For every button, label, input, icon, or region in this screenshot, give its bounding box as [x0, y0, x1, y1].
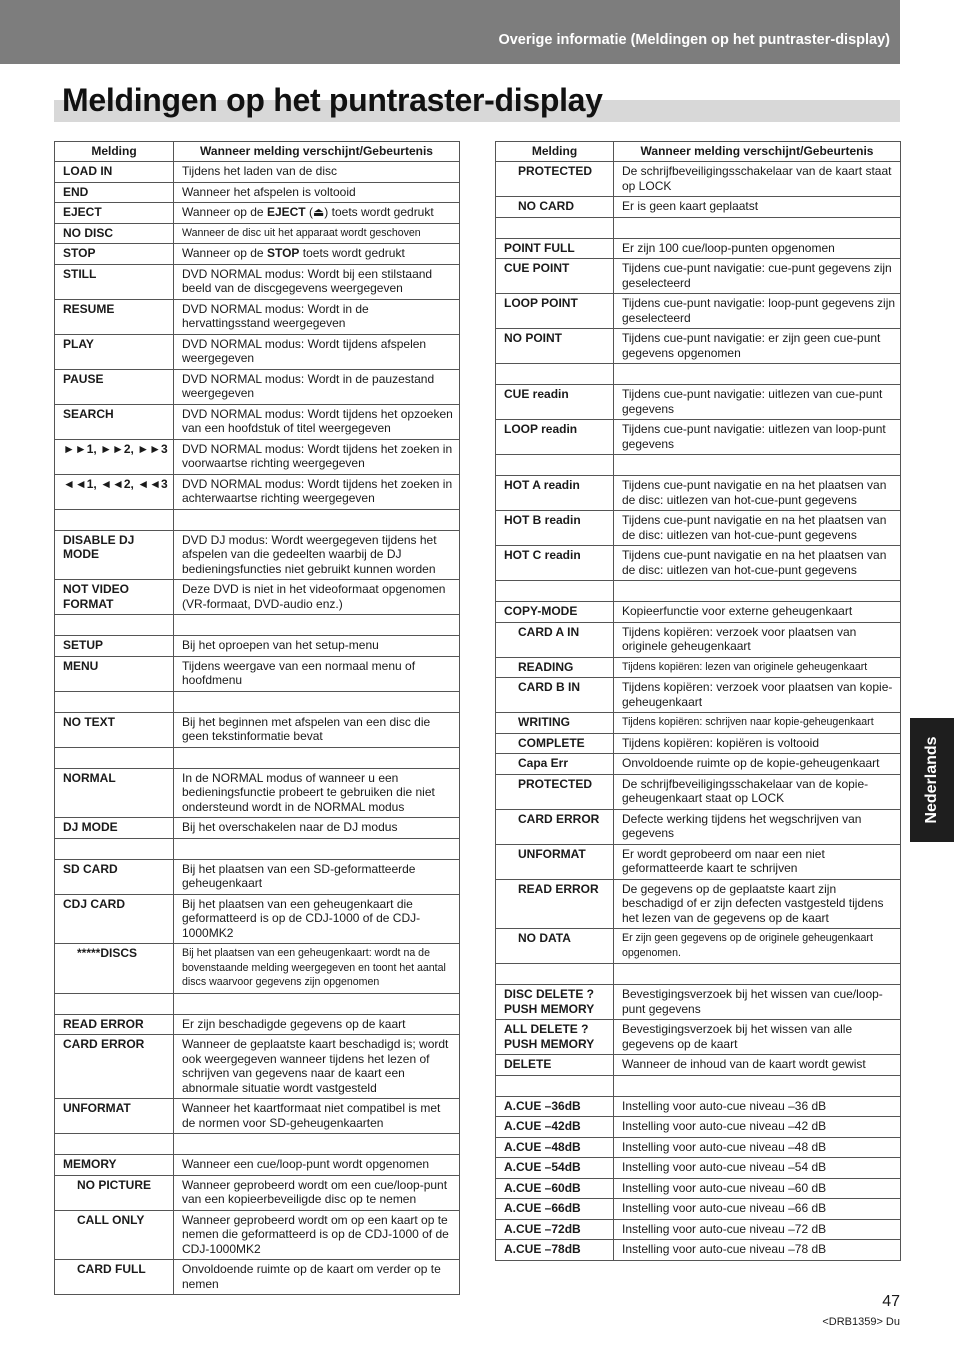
table-row — [496, 713, 901, 734]
message-description — [174, 1134, 460, 1155]
message-code — [496, 455, 614, 476]
message-code: DJ MODE — [55, 818, 174, 839]
table-row — [496, 622, 901, 657]
header-melding: Melding — [496, 142, 614, 162]
message-code: CARD B IN — [496, 678, 614, 713]
message-code: EJECT — [55, 203, 174, 224]
message-code: HOT A readin — [496, 476, 614, 511]
page-title: Meldingen op het puntraster-display — [62, 82, 603, 118]
message-code: DELETE — [496, 1055, 614, 1076]
table-row — [55, 474, 460, 509]
table-row — [496, 733, 901, 754]
message-code: A.CUE –72dB — [496, 1219, 614, 1240]
message-code — [55, 993, 174, 1014]
message-code: COMPLETE — [496, 733, 614, 754]
message-code — [496, 1075, 614, 1096]
message-code — [55, 509, 174, 530]
message-description: Bevestigingsverzoek bij het wissen van alle gegevens op de kaart — [614, 1020, 901, 1055]
message-code: CARD A IN — [496, 622, 614, 657]
message-description: Bij het plaatsen van een geheugenkaart die geformatteerd is op de CDJ-1000 of de CDJ-1000MK2 — [174, 894, 460, 944]
table-header-row — [55, 142, 460, 162]
table-spacer-row — [55, 993, 460, 1014]
message-description: DVD NORMAL modus: Wordt bij een stilstaand beeld van de discgegevens weergegeven — [174, 264, 460, 299]
table-row — [55, 944, 460, 994]
table-row — [496, 294, 901, 329]
message-description: Er wordt geprobeerd om naar een niet geformatteerde kaart te schrijven — [614, 844, 901, 879]
message-description: Defecte werking tijdens het wegschrijven van gegevens — [614, 809, 901, 844]
header-title: Overige informatie (Meldingen op het puntraster-display) — [498, 32, 890, 48]
message-description: Tijdens kopiëren: schrijven naar kopie-geheugenkaart — [614, 713, 901, 734]
table-row — [55, 1260, 460, 1295]
message-code: ◄◄1, ◄◄2, ◄◄3 — [55, 474, 174, 509]
message-code: NO CARD — [496, 197, 614, 218]
message-description: Bij het plaatsen van een SD-geformatteerde geheugenkaart — [174, 859, 460, 894]
message-code: A.CUE –42dB — [496, 1117, 614, 1138]
message-code: A.CUE –66dB — [496, 1199, 614, 1220]
table-row — [496, 754, 901, 775]
table-row — [496, 162, 901, 197]
message-code: COPY-MODE — [496, 602, 614, 623]
message-description: De schrijfbeveiligingsschakelaar van de kopie-geheugenkaart staat op LOCK — [614, 774, 901, 809]
table-row — [55, 203, 460, 224]
message-description: Bevestigingsverzoek bij het wissen van cue/loop-punt gegevens — [614, 985, 901, 1020]
message-code: Capa Err — [496, 754, 614, 775]
table-row — [55, 244, 460, 265]
message-code: POINT FULL — [496, 238, 614, 259]
message-description — [614, 217, 901, 238]
message-code: READ ERROR — [55, 1014, 174, 1035]
table-row — [55, 162, 460, 183]
message-code — [55, 838, 174, 859]
message-description: Kopieerfunctie voor externe geheugenkaart — [614, 602, 901, 623]
message-description: Instelling voor auto-cue niveau –48 dB — [614, 1137, 901, 1158]
message-code: CDJ CARD — [55, 894, 174, 944]
left-table-body — [55, 162, 460, 1295]
table-spacer-row — [496, 581, 901, 602]
message-description: DVD NORMAL modus: Wordt tijdens het zoeken in achterwaartse richting weergegeven — [174, 474, 460, 509]
message-description: Bij het beginnen met afspelen van een disc die geen tekstinformatie bevat — [174, 712, 460, 747]
table-row — [55, 656, 460, 691]
table-spacer-row — [496, 364, 901, 385]
table-row — [496, 678, 901, 713]
table-row — [55, 1175, 460, 1210]
message-description: Tijdens het laden van de disc — [174, 162, 460, 183]
message-description: De schrijfbeveiligingsschakelaar van de kaart staat op LOCK — [614, 162, 901, 197]
table-row — [496, 1199, 901, 1220]
message-code: STILL — [55, 264, 174, 299]
message-description: DVD NORMAL modus: Wordt tijdens het zoeken in voorwaartse richting weergegeven — [174, 439, 460, 474]
message-description: Instelling voor auto-cue niveau –72 dB — [614, 1219, 901, 1240]
message-description: Tijdens kopiëren: kopiëren is voltooid — [614, 733, 901, 754]
table-row — [496, 1219, 901, 1240]
table-row — [496, 476, 901, 511]
message-code: READING — [496, 657, 614, 678]
message-description: Bij het oproepen van het setup-menu — [174, 636, 460, 657]
message-description: Wanneer op de STOP toets wordt gedrukt — [174, 244, 460, 265]
message-code: READ ERROR — [496, 879, 614, 929]
table-row — [496, 259, 901, 294]
message-description: Onvoldoende ruimte op de kopie-geheugenkaart — [614, 754, 901, 775]
message-description: DVD NORMAL modus: Wordt in de pauzestand weergegeven — [174, 369, 460, 404]
table-header-row — [496, 142, 901, 162]
table-row — [55, 768, 460, 818]
message-code: CUE POINT — [496, 259, 614, 294]
message-code — [496, 364, 614, 385]
left-message-table — [54, 141, 460, 1295]
message-code: DISABLE DJ MODE — [55, 530, 174, 580]
message-description: Tijdens weergave van een normaal menu of hoofdmenu — [174, 656, 460, 691]
message-description: DVD NORMAL modus: Wordt tijdens het opzoeken van een hoofdstuk of titel weergegeven — [174, 404, 460, 439]
message-code: END — [55, 182, 174, 203]
message-description: Er zijn geen gegevens op de originele geheugenkaart opgenomen. — [614, 929, 901, 964]
table-row — [55, 264, 460, 299]
message-description: Instelling voor auto-cue niveau –36 dB — [614, 1096, 901, 1117]
message-description: Wanneer geprobeerd wordt om een cue/loop-punt van een kopieerbeveiligde disc op te nemen — [174, 1175, 460, 1210]
table-row — [55, 894, 460, 944]
message-description: Er is geen kaart geplaatst — [614, 197, 901, 218]
message-description — [614, 581, 901, 602]
message-description: Tijdens cue-punt navigatie: uitlezen van loop-punt gegevens — [614, 420, 901, 455]
table-row — [55, 439, 460, 474]
message-code: RESUME — [55, 299, 174, 334]
message-code: SETUP — [55, 636, 174, 657]
table-row — [496, 879, 901, 929]
table-row — [55, 404, 460, 439]
message-description: Tijdens cue-punt navigatie en na het plaatsen van de disc: uitlezen van hot-cue-punt gegevens — [614, 546, 901, 581]
message-code: NO DISC — [55, 223, 174, 244]
message-code: A.CUE –54dB — [496, 1158, 614, 1179]
table-row — [496, 774, 901, 809]
message-description: Wanneer het kaartformaat niet compatibel is met de normen voor SD-geheugenkaarten — [174, 1099, 460, 1134]
message-description: In de NORMAL modus of wanneer u een bedieningsfunctie probeert te gebruiken die niet ondersteund wordt in de NORMAL modus — [174, 768, 460, 818]
language-side-tab — [910, 718, 954, 842]
table-row — [55, 299, 460, 334]
message-description — [614, 364, 901, 385]
table-row — [496, 657, 901, 678]
message-code — [496, 964, 614, 985]
table-row — [496, 329, 901, 364]
message-description: Wanneer een cue/loop-punt wordt opgenomen — [174, 1155, 460, 1176]
table-row — [496, 1117, 901, 1138]
message-code: DISC DELETE ? PUSH MEMORY — [496, 985, 614, 1020]
message-code: ALL DELETE ? PUSH MEMORY — [496, 1020, 614, 1055]
table-row — [496, 238, 901, 259]
message-description: Er zijn beschadigde gegevens op de kaart — [174, 1014, 460, 1035]
message-description: Tijdens cue-punt navigatie en na het plaatsen van de disc: uitlezen van hot-cue-punt gegevens — [614, 511, 901, 546]
table-row — [496, 1137, 901, 1158]
document-code: <DRB1359> Du — [822, 1316, 900, 1328]
message-description — [614, 964, 901, 985]
table-row — [55, 859, 460, 894]
table-row — [496, 929, 901, 964]
table-row — [496, 1020, 901, 1055]
message-description: Tijdens cue-punt navigatie: er zijn geen cue-punt gegevens opgenomen — [614, 329, 901, 364]
message-description: Tijdens cue-punt navigatie: loop-punt gegevens zijn geselecteerd — [614, 294, 901, 329]
message-code: A.CUE –36dB — [496, 1096, 614, 1117]
right-table-body — [496, 162, 901, 1261]
page-number: 47 — [882, 1293, 900, 1310]
message-description: Tijdens kopiëren: lezen van originele geheugenkaart — [614, 657, 901, 678]
table-row — [496, 844, 901, 879]
message-code: NOT VIDEO FORMAT — [55, 580, 174, 615]
message-code: CARD ERROR — [55, 1035, 174, 1099]
message-code: STOP — [55, 244, 174, 265]
message-description: Wanneer de inhoud van de kaart wordt gewist — [614, 1055, 901, 1076]
message-code: A.CUE –78dB — [496, 1240, 614, 1261]
right-message-table — [495, 141, 901, 1261]
message-code — [496, 581, 614, 602]
message-description: Instelling voor auto-cue niveau –54 dB — [614, 1158, 901, 1179]
table-row — [496, 511, 901, 546]
table-spacer-row — [55, 1134, 460, 1155]
message-description — [174, 509, 460, 530]
message-code: PAUSE — [55, 369, 174, 404]
table-row — [496, 1240, 901, 1261]
message-description: Instelling voor auto-cue niveau –78 dB — [614, 1240, 901, 1261]
message-description — [174, 993, 460, 1014]
table-row — [55, 1099, 460, 1134]
message-code: HOT C readin — [496, 546, 614, 581]
table-row — [496, 546, 901, 581]
table-row — [55, 1035, 460, 1099]
table-row — [496, 809, 901, 844]
message-code: CALL ONLY — [55, 1210, 174, 1260]
message-code: LOOP POINT — [496, 294, 614, 329]
message-description — [174, 838, 460, 859]
header-event: Wanneer melding verschijnt/Gebeurtenis — [174, 142, 460, 162]
message-description: Wanneer de geplaatste kaart beschadigd is; wordt ook weergegeven wanneer tijdens het lezen of schrijven van gegevens naar de kaart een abnormale situatie wordt vastgesteld — [174, 1035, 460, 1099]
message-code: NORMAL — [55, 768, 174, 818]
message-code: A.CUE –60dB — [496, 1178, 614, 1199]
message-code: MEMORY — [55, 1155, 174, 1176]
table-spacer-row — [55, 615, 460, 636]
table-row — [55, 182, 460, 203]
table-spacer-row — [496, 1075, 901, 1096]
message-description: Tijdens kopiëren: verzoek voor plaatsen van kopie-geheugenkaart — [614, 678, 901, 713]
message-code: SEARCH — [55, 404, 174, 439]
header-bar — [0, 0, 900, 64]
message-code — [55, 691, 174, 712]
message-code — [55, 615, 174, 636]
table-row — [496, 1096, 901, 1117]
table-row — [55, 1155, 460, 1176]
message-description — [174, 747, 460, 768]
table-row — [496, 1055, 901, 1076]
language-label: Nederlands — [923, 736, 940, 824]
table-row — [496, 197, 901, 218]
message-code: ►►1, ►►2, ►►3 — [55, 439, 174, 474]
header-event: Wanneer melding verschijnt/Gebeurtenis — [614, 142, 901, 162]
message-description — [174, 691, 460, 712]
message-code: PROTECTED — [496, 162, 614, 197]
message-description: Wanneer het afspelen is voltooid — [174, 182, 460, 203]
message-code: NO PICTURE — [55, 1175, 174, 1210]
message-description: DVD DJ modus: Wordt weergegeven tijdens het afspelen van die gedeelten waarbij de DJ bedieningsfuncties niet gebruikt kunnen worden — [174, 530, 460, 580]
message-code: NO DATA — [496, 929, 614, 964]
table-row — [496, 385, 901, 420]
header-melding: Melding — [55, 142, 174, 162]
message-description: Wanneer op de EJECT (⏏) toets wordt gedrukt — [174, 203, 460, 224]
message-code — [496, 217, 614, 238]
message-description: De gegevens op de geplaatste kaart zijn beschadigd of er zijn defecten vastgesteld tijdens het lezen van de gegevens op de kaart — [614, 879, 901, 929]
message-description: Bij het overschakelen naar de DJ modus — [174, 818, 460, 839]
message-code: CUE readin — [496, 385, 614, 420]
message-description: Tijdens kopiëren: verzoek voor plaatsen van originele geheugenkaart — [614, 622, 901, 657]
message-description: Wanneer de disc uit het apparaat wordt geschoven — [174, 223, 460, 244]
message-code: MENU — [55, 656, 174, 691]
message-code: UNFORMAT — [496, 844, 614, 879]
table-row — [55, 636, 460, 657]
message-description: Onvoldoende ruimte op de kaart om verder op te nemen — [174, 1260, 460, 1295]
table-row — [55, 369, 460, 404]
message-description: Er zijn 100 cue/loop-punten opgenomen — [614, 238, 901, 259]
message-description: DVD NORMAL modus: Wordt tijdens afspelen weergegeven — [174, 334, 460, 369]
message-code: A.CUE –48dB — [496, 1137, 614, 1158]
table-row — [496, 985, 901, 1020]
message-description: Deze DVD is niet in het videoformaat opgenomen (VR-formaat, DVD-audio enz.) — [174, 580, 460, 615]
table-row — [55, 1210, 460, 1260]
message-code: LOOP readin — [496, 420, 614, 455]
table-row — [55, 1014, 460, 1035]
message-description: Instelling voor auto-cue niveau –60 dB — [614, 1178, 901, 1199]
table-spacer-row — [55, 747, 460, 768]
message-code: UNFORMAT — [55, 1099, 174, 1134]
table-row — [496, 1158, 901, 1179]
message-description — [174, 615, 460, 636]
message-code: WRITING — [496, 713, 614, 734]
table-spacer-row — [55, 691, 460, 712]
message-code: SD CARD — [55, 859, 174, 894]
table-row — [496, 1178, 901, 1199]
message-code: CARD ERROR — [496, 809, 614, 844]
message-code: HOT B readin — [496, 511, 614, 546]
message-description: Tijdens cue-punt navigatie: uitlezen van cue-punt gegevens — [614, 385, 901, 420]
message-description: Wanneer geprobeerd wordt om op een kaart op te nemen die geformatteerd is op de CDJ-1000 of de CDJ-1000MK2 — [174, 1210, 460, 1260]
table-spacer-row — [55, 509, 460, 530]
table-spacer-row — [55, 838, 460, 859]
message-description — [614, 1075, 901, 1096]
message-code: NO TEXT — [55, 712, 174, 747]
message-description: Tijdens cue-punt navigatie: cue-punt gegevens zijn geselecteerd — [614, 259, 901, 294]
table-spacer-row — [496, 217, 901, 238]
table-row — [55, 530, 460, 580]
message-code: NO POINT — [496, 329, 614, 364]
table-row — [55, 223, 460, 244]
table-row — [55, 712, 460, 747]
message-description: Instelling voor auto-cue niveau –42 dB — [614, 1117, 901, 1138]
message-description — [614, 455, 901, 476]
table-row — [496, 602, 901, 623]
message-description: DVD NORMAL modus: Wordt in de hervattingsstand weergegeven — [174, 299, 460, 334]
table-row — [496, 420, 901, 455]
message-code: PLAY — [55, 334, 174, 369]
message-description: Instelling voor auto-cue niveau –66 dB — [614, 1199, 901, 1220]
table-spacer-row — [496, 964, 901, 985]
message-description: Tijdens cue-punt navigatie en na het plaatsen van de disc: uitlezen van hot-cue-punt gegevens — [614, 476, 901, 511]
message-code: CARD FULL — [55, 1260, 174, 1295]
message-code — [55, 1134, 174, 1155]
table-row — [55, 334, 460, 369]
table-row — [55, 818, 460, 839]
table-row — [55, 580, 460, 615]
message-code: LOAD IN — [55, 162, 174, 183]
message-code: *****DISCS — [55, 944, 174, 994]
table-spacer-row — [496, 455, 901, 476]
message-description: Bij het plaatsen van een geheugenkaart: wordt na de bovenstaande melding weergegeven en toont het aantal discs waarvoor gegevens zijn opgenomen — [174, 944, 460, 994]
message-code: PROTECTED — [496, 774, 614, 809]
message-code — [55, 747, 174, 768]
